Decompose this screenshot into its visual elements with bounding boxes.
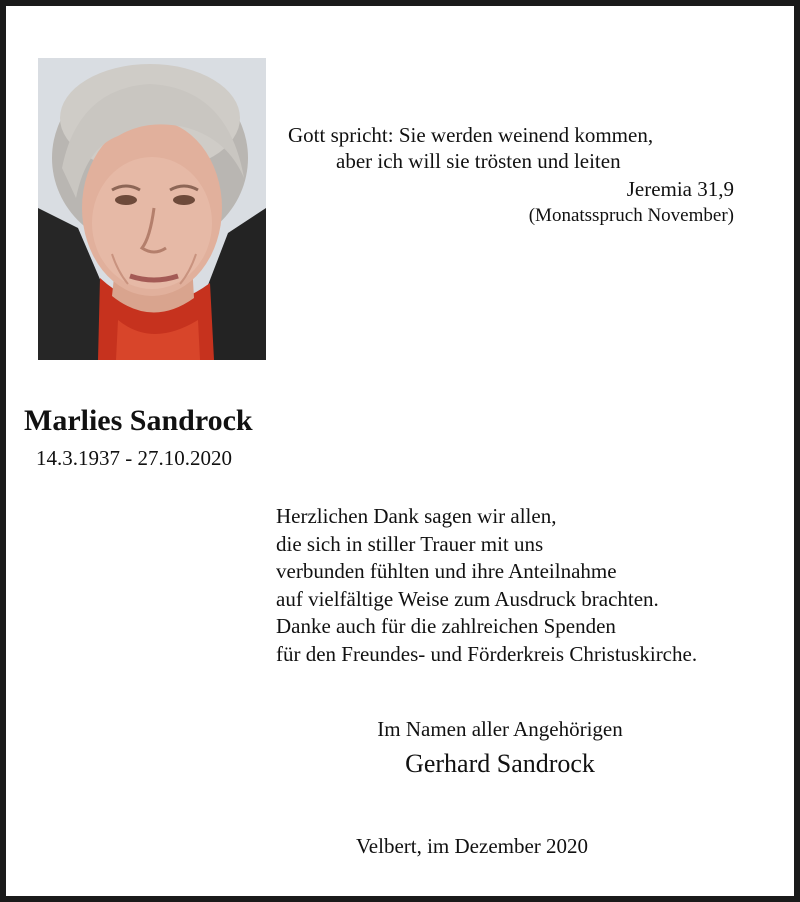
portrait-illustration [38, 58, 266, 360]
thanks-line: Danke auch für die zahlreichen Spenden [276, 614, 616, 638]
verse-line-1: Gott spricht: Sie werden weinend kommen, [288, 123, 654, 147]
signature-intro: Im Namen aller Angehörigen [377, 717, 623, 741]
signature-block [276, 714, 724, 784]
thanks-line: auf vielfältige Weise zum Ausdruck brachten. [276, 586, 659, 611]
thanks-line: die sich in stiller Trauer mit uns [276, 531, 544, 556]
place-and-date: Velbert, im Dezember 2020 [355, 834, 589, 858]
thanks-line: verbunden fühlten und ihre Anteilnahme [276, 559, 617, 583]
life-dates: 14.3.1937 - 27.10.2020 [36, 446, 232, 470]
verse-note: (Monatsspruch November) [528, 205, 734, 226]
verse-line-2: aber ich will sie trösten und leiten [336, 149, 621, 173]
thanks-line: für den Freundes- und Förderkreis Christuskirche. [276, 641, 698, 666]
deceased-name: Marlies Sandrock [24, 404, 253, 437]
thank-you-text [276, 503, 697, 668]
thanks-line: Herzlichen Dank sagen wir allen, [276, 504, 557, 528]
verse-reference: Jeremia 31,9 [626, 177, 734, 201]
signature-name: Gerhard Sandrock [405, 749, 595, 778]
portrait-photo [38, 58, 266, 360]
